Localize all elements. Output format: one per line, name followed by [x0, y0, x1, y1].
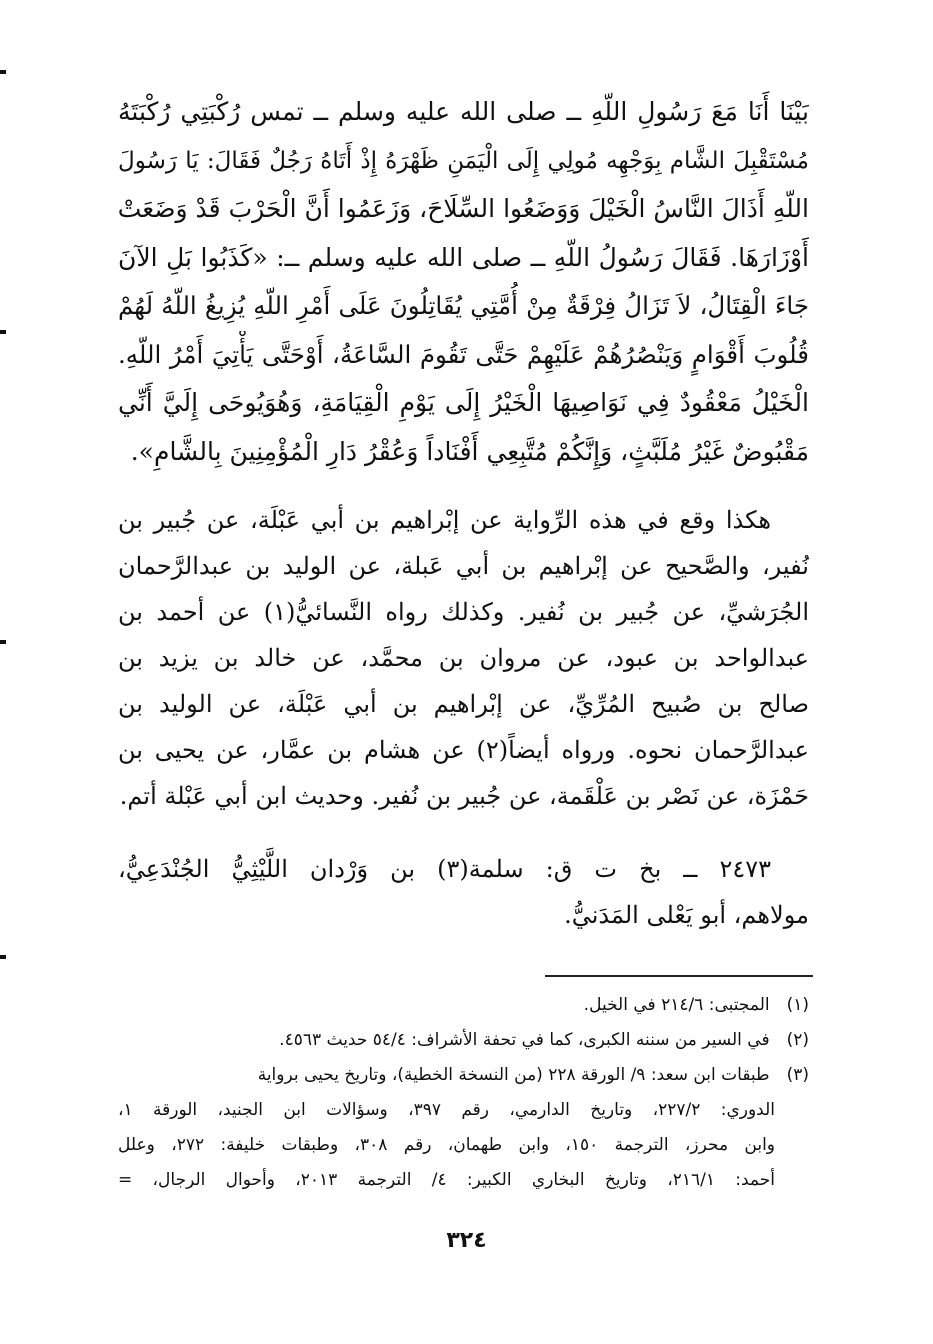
hadith-line: مَقْبُوضٌ غَيْرُ مُلَبَّثٍ، وَإِنَّكُمْ مُتَّبِعِي أَفْنَاداً وَعُقْرُ دَارِ الْمُؤْمِنِينَ بِالشَّامِ».: [130, 436, 809, 466]
page-number: ٣٢٤: [446, 1228, 487, 1253]
hadith-line: مُسْتَقْبِلَ الشَّام بِوَجْهِه مُولِي إِلَى الْيَمَنِ ظَهْرَهُ إِذْ أَتَاهُ رَجُلٌ فَقَالَ: يَا رَسُولَ: [118, 147, 809, 174]
commentary-paragraph: [118, 497, 809, 819]
footnote-separator: [545, 975, 813, 977]
margin-mark: [0, 955, 6, 959]
footnote-text: في السير من سننه الكبرى، كما في تحفة الأشراف: ٥٤/٤ حديث ٤٥٦٣.: [279, 1030, 770, 1050]
hadith-line: الْخَيْلُ مَعْقُودٌ فِي نَوَاصِيهَا الْخَيْرُ إِلَى يَوْمِ الْقِيَامَةِ، وَهُوَيُوحَى إِلَيَّ أَنِّي: [118, 388, 809, 417]
footnote-3: [118, 1058, 809, 1093]
footnote-1: [118, 988, 809, 1023]
commentary-line: هكذا وقع في هذه الرِّواية عن إبْراهيم بن أبي عَبْلَة، عن جُبير بن: [118, 506, 771, 534]
commentary-line: صالح بن صُبيح المُرِّيِّ، عن إبْراهيم بن أبي عَبْلَة، عن الوليد بن: [118, 690, 809, 718]
commentary-line: حَمْزَة، عن نَصْر بن عَلْقَمة، عن جُبير بن نُفير. وحديث ابن أبي عَبْلة أتم.: [119, 782, 809, 810]
footnote-2: [118, 1023, 809, 1058]
biography-entry: [118, 846, 809, 938]
hadith-line: قُلُوبَ أَقْوَامٍ وَيَنْصُرُهُمْ عَلَيْهِمْ حَتَّى تَقُومَ السَّاعَةُ، أَوْحَتَّى يَأْتِيَ أَمْرُ اللّهِ.: [118, 339, 809, 369]
footnote-continuation-line: أحمد: ٢١٦/١، وتاريخ البخاري الكبير: ٤/ الترجمة ٢٠١٣، وأحوال الرجال، =: [118, 1170, 775, 1190]
footnote-text: المجتبى: ٢١٤/٦ في الخيل.: [583, 995, 770, 1015]
footnote-number: (١): [786, 995, 809, 1015]
hadith-line: بَيْنَا أَنَا مَعَ رَسُولِ اللّهِ ــ صلى الله عليه وسلم ــ تمس رُكْبَتِي رُكْبَتَهُ: [118, 97, 809, 126]
footnote-continuation-line: وابن محرز، الترجمة ١٥٠، وابن طهمان، رقم ٣٠٨، وطبقات خليفة: ٢٧٢، وعلل: [118, 1135, 776, 1155]
footnotes: [118, 988, 809, 1198]
commentary-line: عبدالواحد بن عبود، عن مروان بن محمَّد، عن خالد بن يزيد بن: [118, 644, 809, 672]
hadith-text: [118, 88, 809, 476]
footnote-number: (٣): [786, 1065, 809, 1085]
hadith-line: جَاءَ الْقِتَالُ، لاَ تَزَالُ فِرْقَةٌ مِنْ أُمَّتِي يُقَاتِلُونَ عَلَى أَمْرِ اللّهِ يُزِيغُ اللّهُ لَهُمْ: [118, 291, 809, 320]
commentary-line: عبدالرَّحمان نحوه. ورواه أيضاً(٢) عن هشام بن عمَّار، عن يحيى بن: [118, 736, 809, 764]
footnote-text: طبقات ابن سعد: ٩/ الورقة ٢٢٨ (من النسخة الخطية)، وتاريخ يحيى برواية: [257, 1065, 770, 1085]
margin-mark: [0, 70, 6, 74]
commentary-line: الجُرَشيِّ، عن جُبير بن نُفير. وكذلك رواه النَّسائيُّ(١) عن أحمد بن: [118, 598, 809, 626]
entry-heading: ٢٤٧٣ ــ بخ ت ق: سلمة(٣) بن وَرْدان اللَّيْثِيُّ الجُنْدَعِيُّ،: [118, 855, 771, 883]
hadith-line: أَوْزَارَهَا. فَقَالَ رَسُولُ اللّهِ ــ صلى الله عليه وسلم ــ: «كَذَبُوا بَلِ الآنَ: [118, 242, 809, 272]
hadith-line: اللّهِ أَذَالَ النَّاسُ الْخَيْلَ وَوَضَعُوا السِّلَاحَ، وَزَعَمُوا أَنَّ الْحَرْبَ قَدْ وَضَعَتْ: [118, 194, 809, 223]
margin-mark: [0, 640, 6, 644]
margin-mark: [0, 330, 6, 334]
entry-line: مولاهم، أبو يَعْلى المَدَنيُّ.: [564, 901, 809, 929]
footnote-number: (٢): [786, 1030, 809, 1050]
footnote-continuation-line: الدوري: ٢٢٧/٢، وتاريخ الدارمي، رقم ٣٩٧، وسؤالات ابن الجنيد، الورقة ١،: [118, 1100, 776, 1120]
commentary-line: نُفير، والصَّحيح عن إبْراهيم بن أبي عَبلة، عن الوليد بن عبدالرَّحمان: [118, 552, 809, 580]
